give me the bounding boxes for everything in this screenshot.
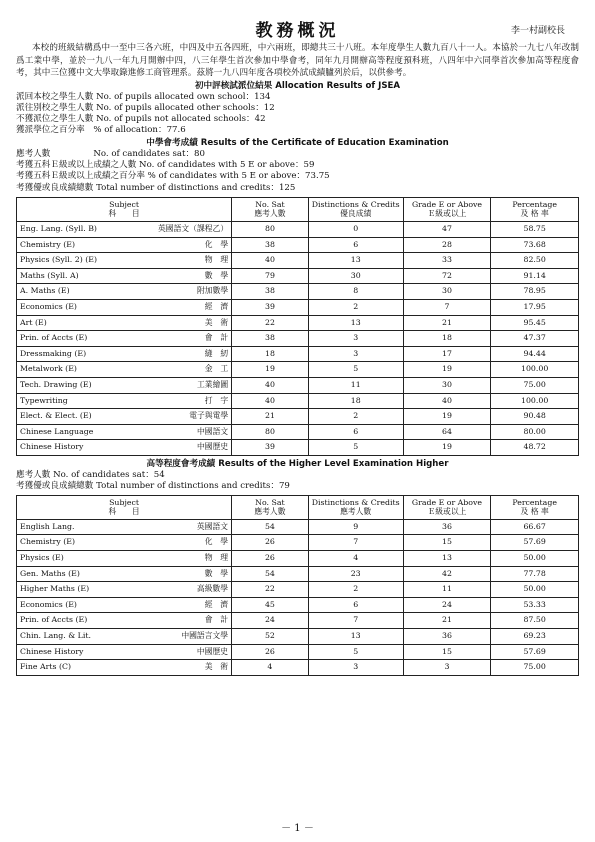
percentage-cell: 87.50 <box>491 613 579 629</box>
sat-cell: 22 <box>232 582 309 598</box>
subject-english: Chinese History <box>20 646 84 656</box>
table-row <box>17 582 579 598</box>
sat-header <box>232 495 309 519</box>
table-row <box>17 346 579 362</box>
table-row <box>17 284 579 300</box>
header-label: Percentage <box>512 199 557 209</box>
subject-chinese: 經 濟 <box>204 302 229 312</box>
percentage-cell: 73.68 <box>491 237 579 253</box>
subject-english: Physics (Syll. 2) (E) <box>20 255 98 265</box>
sat-cell: 40 <box>232 378 309 394</box>
grade-cell: 13 <box>403 550 491 566</box>
percentage-header <box>491 495 579 519</box>
hl-line: 應考人數 No. of candidates sat：54 <box>16 469 165 480</box>
subject-chinese: 物 理 <box>204 255 229 265</box>
sat-cell: 38 <box>232 331 309 347</box>
subject-cell <box>17 582 232 598</box>
subject-chinese: 英國語文（課程乙） <box>158 224 229 234</box>
header-label: 應考人數 <box>254 209 286 219</box>
distinction-cell: 8 <box>308 284 403 300</box>
subject-chinese: 美 術 <box>204 317 229 327</box>
grade-cell: 15 <box>403 535 491 551</box>
subject-english: Metalwork (E) <box>20 364 77 374</box>
subject-english: Economics (E) <box>20 302 77 312</box>
hl-results-table <box>16 495 579 676</box>
table-row <box>17 597 579 613</box>
grade-cell: 28 <box>403 237 491 253</box>
jsea-section <box>16 81 579 137</box>
distinction-cell: 7 <box>308 535 403 551</box>
subject-cell <box>17 613 232 629</box>
percentage-cell: 100.00 <box>491 393 579 409</box>
ce-line: 考獲五科Ｅ級或以上成績之百分率 % of candidates with 5 E or above：73.75 <box>16 171 330 182</box>
header-label: 及 格 率 <box>520 507 549 517</box>
grade-cell: 47 <box>403 222 491 238</box>
percentage-cell: 100.00 <box>491 362 579 378</box>
grade-cell: 19 <box>403 440 491 456</box>
hl-section <box>16 459 579 676</box>
sat-cell: 38 <box>232 284 309 300</box>
subject-chinese: 金 工 <box>204 364 229 374</box>
table-row <box>17 268 579 284</box>
header-label: Ｅ級或以上 <box>427 507 467 517</box>
grade-cell: 11 <box>403 582 491 598</box>
subject-chinese: 高級數學 <box>196 584 229 594</box>
jsea-line: 派回本校之學生人數 No. of pupils allocated own school：134 <box>16 91 271 102</box>
sat-cell: 80 <box>232 222 309 238</box>
subject-cell <box>17 424 232 440</box>
subject-english: Eng. Lang. (Syll. B) <box>20 224 97 234</box>
subject-english: Maths (Syll. A) <box>20 270 79 280</box>
subject-cell <box>17 253 232 269</box>
ce-heading: 中學會考成績 Results of the Certificate of Education Examination <box>146 137 449 148</box>
percentage-cell: 95.45 <box>491 315 579 331</box>
table-row <box>17 237 579 253</box>
subject-english: Higher Maths (E) <box>20 584 90 594</box>
distinction-cell: 13 <box>308 628 403 644</box>
grade-header <box>403 197 491 221</box>
sat-header <box>232 197 309 221</box>
subject-cell <box>17 550 232 566</box>
distinction-header <box>308 197 403 221</box>
sat-cell: 80 <box>232 424 309 440</box>
header-label: Subject <box>109 497 139 507</box>
distinction-cell: 3 <box>308 331 403 347</box>
subject-chinese: 化 學 <box>204 239 229 249</box>
distinction-cell: 6 <box>308 237 403 253</box>
percentage-cell: 57.69 <box>491 644 579 660</box>
subject-chinese: 英國語文 <box>196 521 229 531</box>
percentage-cell: 50.00 <box>491 582 579 598</box>
table-row <box>17 628 579 644</box>
grade-cell: 21 <box>403 315 491 331</box>
distinction-cell: 0 <box>308 222 403 238</box>
subject-english: Chemistry (E) <box>20 537 76 547</box>
table-row <box>17 362 579 378</box>
subject-english: English Lang. <box>20 521 75 531</box>
subject-cell <box>17 660 232 676</box>
sat-cell: 54 <box>232 519 309 535</box>
header-label: No. Sat <box>255 497 285 507</box>
ce-line: 應考人數 No. of candidates sat：80 <box>16 148 205 159</box>
ce-table-body <box>17 222 579 456</box>
jsea-line: 獲派學位之百分率 % of allocation：77.6 <box>16 125 186 136</box>
distinction-cell: 5 <box>308 644 403 660</box>
header-label: 優良成績 <box>340 209 372 219</box>
hl-line: 考獲優或良成績總數 Total number of distinctions and credits：79 <box>16 481 290 492</box>
grade-cell: 30 <box>403 378 491 394</box>
hl-table-body <box>17 519 579 675</box>
subject-english: Dressmaking (E) <box>20 348 87 358</box>
subject-cell <box>17 331 232 347</box>
subject-english: Fine Arts (C) <box>20 662 72 672</box>
subject-english: Economics (E) <box>20 599 77 609</box>
distinction-cell: 13 <box>308 315 403 331</box>
sat-cell: 26 <box>232 535 309 551</box>
percentage-cell: 75.00 <box>491 378 579 394</box>
table-row <box>17 378 579 394</box>
ce-results-table <box>16 197 579 456</box>
subject-chinese: 中國歷史 <box>196 442 229 452</box>
percentage-cell: 90.48 <box>491 409 579 425</box>
subject-chinese: 數 學 <box>204 568 229 578</box>
grade-cell: 21 <box>403 613 491 629</box>
grade-cell: 64 <box>403 424 491 440</box>
distinction-cell: 3 <box>308 660 403 676</box>
subject-english: Typewriting <box>20 395 68 405</box>
sat-cell: 21 <box>232 409 309 425</box>
table-row <box>17 222 579 238</box>
table-row <box>17 535 579 551</box>
subject-english: Physics (E) <box>20 552 64 562</box>
ce-line: 考獲五科Ｅ級或以上成績之人數 No. of candidates with 5 E or above：59 <box>16 159 315 170</box>
table-header-row <box>17 495 579 519</box>
grade-cell: 42 <box>403 566 491 582</box>
distinction-cell: 5 <box>308 440 403 456</box>
percentage-header <box>491 197 579 221</box>
sat-cell: 19 <box>232 362 309 378</box>
sat-cell: 26 <box>232 550 309 566</box>
subject-cell <box>17 378 232 394</box>
subject-english: Prin. of Accts (E) <box>20 333 88 343</box>
table-row <box>17 566 579 582</box>
table-row <box>17 613 579 629</box>
subject-english: Chemistry (E) <box>20 239 76 249</box>
distinction-cell: 7 <box>308 613 403 629</box>
sat-cell: 4 <box>232 660 309 676</box>
sat-cell: 54 <box>232 566 309 582</box>
subject-chinese: 電子與電學 <box>189 411 229 421</box>
subject-english: Art (E) <box>20 317 47 327</box>
distinction-cell: 11 <box>308 378 403 394</box>
distinction-cell: 30 <box>308 268 403 284</box>
jsea-heading: 初中評核試派位結果 Allocation Results of JSEA <box>194 80 401 91</box>
table-row <box>17 519 579 535</box>
header-label: 及 格 率 <box>520 209 549 219</box>
subject-cell <box>17 268 232 284</box>
percentage-cell: 82.50 <box>491 253 579 269</box>
distinction-cell: 2 <box>308 409 403 425</box>
sat-cell: 26 <box>232 644 309 660</box>
subject-chinese: 美 術 <box>204 662 229 672</box>
sat-cell: 24 <box>232 613 309 629</box>
table-row <box>17 550 579 566</box>
distinction-cell: 13 <box>308 253 403 269</box>
subject-header <box>17 495 232 519</box>
sat-cell: 39 <box>232 300 309 316</box>
percentage-cell: 75.00 <box>491 660 579 676</box>
sat-cell: 40 <box>232 393 309 409</box>
distinction-cell: 6 <box>308 424 403 440</box>
distinction-cell: 23 <box>308 566 403 582</box>
grade-cell: 36 <box>403 519 491 535</box>
percentage-cell: 57.69 <box>491 535 579 551</box>
header-label: Ｅ級或以上 <box>427 209 467 219</box>
distinction-cell: 2 <box>308 300 403 316</box>
grade-cell: 33 <box>403 253 491 269</box>
ce-section <box>16 138 579 456</box>
sat-cell: 45 <box>232 597 309 613</box>
percentage-cell: 48.72 <box>491 440 579 456</box>
subject-english: Elect. & Elect. (E) <box>20 411 92 421</box>
grade-cell: 19 <box>403 409 491 425</box>
table-row <box>17 331 579 347</box>
subject-chinese: 數 學 <box>204 270 229 280</box>
subject-chinese: 中國語言文學 <box>181 630 229 640</box>
percentage-cell: 91.14 <box>491 268 579 284</box>
subject-english: Prin. of Accts (E) <box>20 615 88 625</box>
grade-cell: 3 <box>403 660 491 676</box>
table-header-row <box>17 197 579 221</box>
subject-cell <box>17 393 232 409</box>
intro-paragraph: 本校的班級結構爲中一至中三各六班，中四及中五各四班，中六兩班，即總共三十八班。本年度學生人數九百八十一人。本協於一九七八年改制爲工業中學，並於一九八一年九月開辦中四，八三年學生首次參加中學會考，同年九月開辦高等程度預科班，八四年中六同學首次參加高等程度會考，其中三位獲中文大學取錄進修工商管理系。茲將一九八四年度各項校外試成績臚列於后，以供參考。 <box>16 43 579 78</box>
subject-chinese: 化 學 <box>204 537 229 547</box>
subject-cell <box>17 409 232 425</box>
header-label: 科 目 <box>108 209 140 219</box>
subject-english: Chinese History <box>20 442 84 452</box>
subject-cell <box>17 644 232 660</box>
sat-cell: 38 <box>232 237 309 253</box>
table-row <box>17 393 579 409</box>
sat-cell: 22 <box>232 315 309 331</box>
jsea-line: 不獲派位之學生人數 No. of pupils not allocated schools：42 <box>16 114 266 125</box>
subject-english: Chin. Lang. & Lit. <box>20 630 91 640</box>
header-label: Grade E or Above <box>411 199 483 209</box>
subject-cell <box>17 284 232 300</box>
grade-cell: 36 <box>403 628 491 644</box>
grade-cell: 40 <box>403 393 491 409</box>
table-row <box>17 644 579 660</box>
sat-cell: 40 <box>232 253 309 269</box>
grade-cell: 18 <box>403 331 491 347</box>
subject-cell <box>17 440 232 456</box>
subject-cell <box>17 628 232 644</box>
table-row <box>17 300 579 316</box>
distinction-cell: 18 <box>308 393 403 409</box>
subject-header <box>17 197 232 221</box>
sat-cell: 18 <box>232 346 309 362</box>
percentage-cell: 66.67 <box>491 519 579 535</box>
percentage-cell: 17.95 <box>491 300 579 316</box>
distinction-cell: 9 <box>308 519 403 535</box>
distinction-cell: 3 <box>308 346 403 362</box>
subject-chinese: 打 字 <box>204 395 229 405</box>
subject-english: A. Maths (E) <box>20 286 70 296</box>
subject-chinese: 工業繪圖 <box>196 380 229 389</box>
header-label: Distinctions & Credits <box>311 497 400 507</box>
grade-cell: 72 <box>403 268 491 284</box>
sat-cell: 39 <box>232 440 309 456</box>
percentage-cell: 94.44 <box>491 346 579 362</box>
subject-chinese: 中國歷史 <box>196 646 229 656</box>
distinction-cell: 6 <box>308 597 403 613</box>
sat-cell: 79 <box>232 268 309 284</box>
subject-chinese: 附加數學 <box>196 286 229 296</box>
distinction-cell: 5 <box>308 362 403 378</box>
subject-english: Chinese Language <box>20 426 94 436</box>
subject-cell <box>17 597 232 613</box>
header-label: Distinctions & Credits <box>311 199 400 209</box>
distinction-header <box>308 495 403 519</box>
subject-english: Gen. Maths (E) <box>20 568 80 578</box>
subject-chinese: 會 計 <box>204 333 229 343</box>
grade-cell: 24 <box>403 597 491 613</box>
subject-cell <box>17 237 232 253</box>
header-label: Subject <box>109 199 140 209</box>
page-title: 教務概況 <box>255 21 340 41</box>
subject-chinese: 經 濟 <box>204 599 229 609</box>
percentage-cell: 78.95 <box>491 284 579 300</box>
grade-cell: 19 <box>403 362 491 378</box>
table-row <box>17 253 579 269</box>
subject-cell <box>17 346 232 362</box>
hl-heading: 高等程度會考成績 Results of the Higher Level Examination Higher <box>146 458 449 469</box>
subject-chinese: 中國語文 <box>196 426 229 436</box>
table-row <box>17 424 579 440</box>
subject-cell <box>17 315 232 331</box>
subject-cell <box>17 222 232 238</box>
subject-cell <box>17 519 232 535</box>
grade-cell: 7 <box>403 300 491 316</box>
title-row <box>16 14 579 40</box>
header-label: 科 目 <box>108 507 140 517</box>
grade-cell: 15 <box>403 644 491 660</box>
distinction-cell: 2 <box>308 582 403 598</box>
grade-cell: 17 <box>403 346 491 362</box>
jsea-line: 派往別校之學生人數 No. of pupils allocated other schools：12 <box>16 102 275 113</box>
subject-cell <box>17 535 232 551</box>
percentage-cell: 53.33 <box>491 597 579 613</box>
author-name: 李一村副校長 <box>510 26 565 36</box>
subject-cell <box>17 362 232 378</box>
percentage-cell: 80.00 <box>491 424 579 440</box>
percentage-cell: 50.00 <box>491 550 579 566</box>
ce-line: 考獲優或良成績總數 Total number of distinctions and credits：125 <box>16 182 296 193</box>
table-row <box>17 440 579 456</box>
sat-cell: 52 <box>232 628 309 644</box>
subject-cell <box>17 300 232 316</box>
table-row <box>17 409 579 425</box>
header-label: Grade E or Above <box>411 497 482 507</box>
percentage-cell: 58.75 <box>491 222 579 238</box>
header-label: No. Sat <box>255 199 285 209</box>
distinction-cell: 4 <box>308 550 403 566</box>
subject-chinese: 縫 紉 <box>204 348 229 358</box>
header-label: 應考人數 <box>340 507 372 517</box>
table-row <box>17 660 579 676</box>
header-label: 應考人數 <box>254 507 286 517</box>
grade-cell: 30 <box>403 284 491 300</box>
subject-cell <box>17 566 232 582</box>
subject-chinese: 會 計 <box>204 615 229 625</box>
percentage-cell: 77.78 <box>491 566 579 582</box>
page-number: － 1 － <box>281 823 314 834</box>
percentage-cell: 47.37 <box>491 331 579 347</box>
table-row <box>17 315 579 331</box>
subject-english: Tech. Drawing (E) <box>20 380 92 389</box>
percentage-cell: 69.23 <box>491 628 579 644</box>
grade-header <box>403 495 491 519</box>
subject-chinese: 物 理 <box>204 552 229 562</box>
header-label: Percentage <box>512 497 557 507</box>
